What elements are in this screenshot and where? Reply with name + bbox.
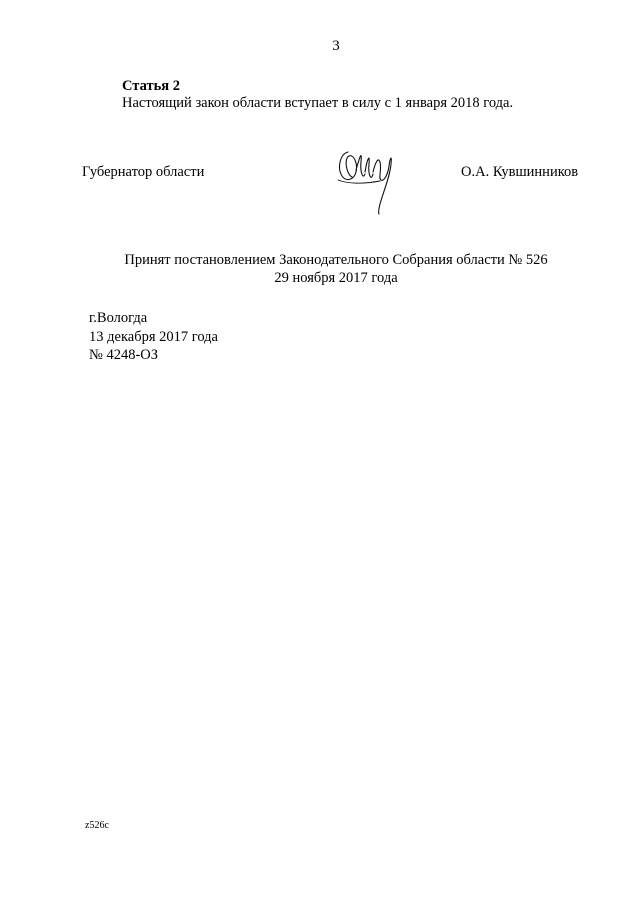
article-title: Статья 2 bbox=[122, 78, 180, 94]
adoption-line-2: 29 ноября 2017 года bbox=[274, 270, 398, 286]
governor-name: О.А. Кувшинников bbox=[461, 164, 579, 180]
page-number: 3 bbox=[332, 38, 340, 54]
signing-date: 13 декабря 2017 года bbox=[89, 328, 218, 345]
place-date-block bbox=[89, 309, 218, 365]
adoption-line-1: Принят постановлением Законодательного Собрания области № 526 bbox=[124, 252, 548, 268]
document-code: z526c bbox=[85, 820, 109, 831]
law-number: № 4248-ОЗ bbox=[89, 347, 159, 363]
city: г.Вологда bbox=[89, 310, 148, 326]
governor-position: Губернатор области bbox=[82, 164, 205, 180]
handwritten-signature bbox=[334, 144, 398, 218]
adoption-block bbox=[0, 251, 640, 287]
article-body: Настоящий закон области вступает в силу с 1 января 2018 года. bbox=[122, 95, 514, 111]
